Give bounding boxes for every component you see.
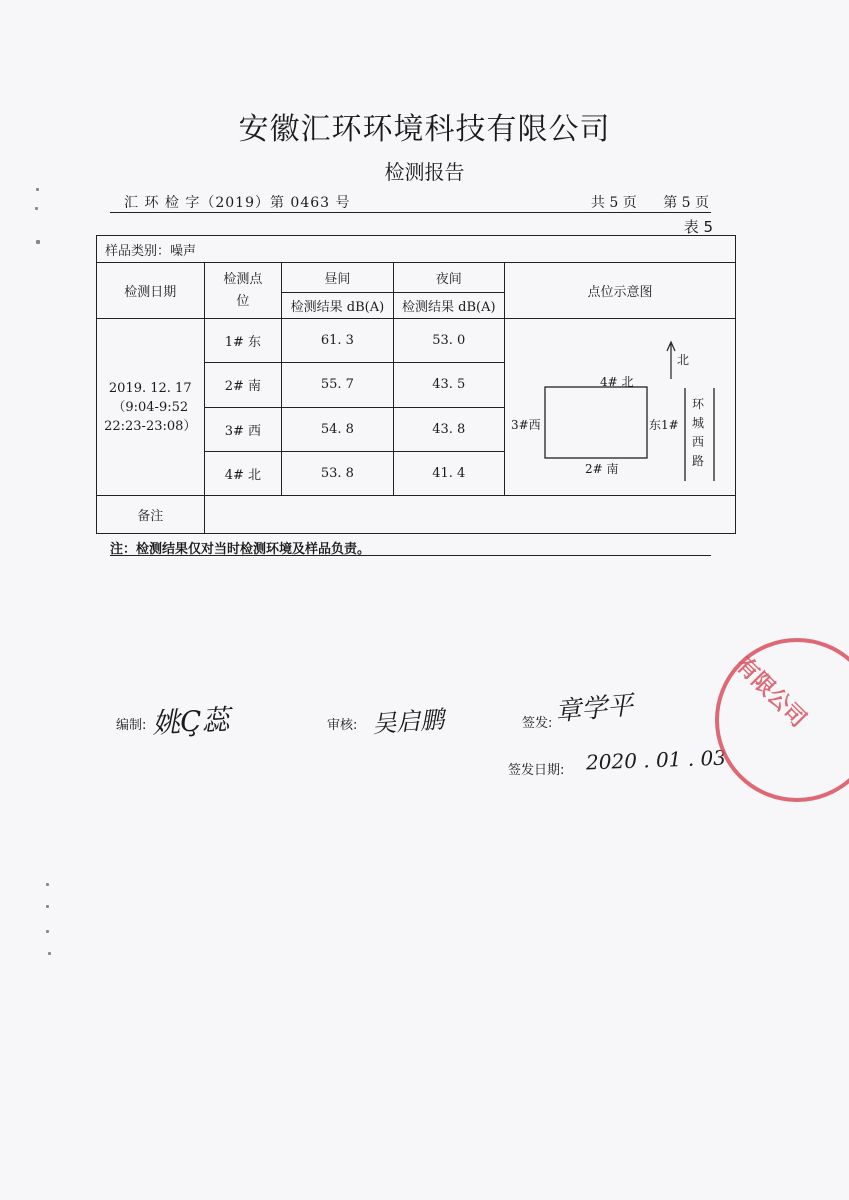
night-value: 43. 5 bbox=[393, 363, 504, 407]
night-time-range: 22:23-23:08） bbox=[104, 418, 197, 434]
company-name: 安徽汇环环境科技有限公司 bbox=[238, 112, 611, 147]
current-page: 第 5 页 bbox=[663, 195, 709, 211]
point-3-label: 3#西 bbox=[510, 418, 541, 432]
issued-by-signature: 章学平 bbox=[554, 690, 635, 728]
road-char: 环 bbox=[691, 397, 704, 411]
scan-artifact bbox=[46, 883, 49, 886]
footnote-text: 注：检测结果仅对当时检测环境及样品负责。 bbox=[110, 542, 371, 557]
reference-line bbox=[110, 190, 711, 213]
issue-date-label: 签发日期: bbox=[508, 763, 565, 778]
day-value: 61. 3 bbox=[282, 319, 393, 363]
point-cell: 3# 西 bbox=[204, 407, 282, 451]
date-value: 2019. 12. 17 bbox=[108, 380, 192, 396]
scan-artifact bbox=[46, 905, 49, 908]
header-point: 检测点位 bbox=[204, 263, 282, 319]
road-name bbox=[691, 395, 705, 471]
point-2-label: 2# 南 bbox=[584, 462, 619, 476]
road-char: 城 bbox=[691, 416, 704, 430]
scan-artifact bbox=[46, 930, 49, 933]
site-boundary bbox=[545, 387, 647, 458]
sample-category: 样品类别：噪声 bbox=[97, 236, 736, 263]
point-cell: 2# 南 bbox=[204, 363, 282, 407]
date-cell bbox=[97, 319, 205, 496]
day-value: 55. 7 bbox=[282, 363, 393, 407]
header-day-result: 检测结果 dB(A) bbox=[282, 293, 393, 319]
seal-icon bbox=[705, 628, 849, 803]
total-pages: 共 5 页 bbox=[590, 195, 637, 211]
night-value: 41. 4 bbox=[393, 451, 504, 495]
north-label: 北 bbox=[676, 353, 689, 367]
noise-results-table bbox=[96, 235, 736, 534]
issue-date-value: 2020 . 01 . 03 bbox=[585, 745, 727, 775]
day-time-range: （9:04-9:52 bbox=[112, 399, 189, 415]
compiled-by-signature: 姚Ҫ蕊 bbox=[151, 702, 231, 741]
point-1-label: 东1# bbox=[648, 418, 679, 432]
scan-artifact bbox=[36, 240, 40, 244]
night-value: 43. 8 bbox=[393, 407, 504, 451]
header-day: 昼间 bbox=[282, 263, 393, 293]
page-indicator bbox=[569, 192, 709, 212]
report-number: 汇 环 检 字（2019）第 0463 号 bbox=[124, 195, 351, 211]
scan-artifact bbox=[36, 188, 39, 191]
issued-by-label: 签发: bbox=[522, 716, 553, 731]
point-4-label: 4# 北 bbox=[599, 375, 634, 389]
point-cell: 1# 东 bbox=[204, 319, 282, 363]
road-char: 西 bbox=[691, 435, 704, 449]
svg-text:有限公司: 有限公司 bbox=[730, 652, 811, 733]
remarks-value bbox=[204, 496, 735, 534]
night-value: 53. 0 bbox=[393, 319, 504, 363]
reviewed-by-label: 审核: bbox=[327, 718, 358, 733]
remarks-label: 备注 bbox=[97, 496, 205, 534]
road-char: 路 bbox=[691, 454, 704, 468]
company-seal bbox=[705, 628, 849, 803]
scan-artifact bbox=[48, 952, 51, 955]
reviewed-by-signature: 吴启鹏 bbox=[371, 705, 446, 739]
document-title: 检测报告 bbox=[384, 160, 465, 184]
header-night: 夜间 bbox=[393, 263, 504, 293]
header-date: 检测日期 bbox=[97, 263, 205, 319]
header-night-result: 检测结果 dB(A) bbox=[393, 293, 504, 319]
table-number: 表 5 bbox=[683, 218, 713, 236]
day-value: 54. 8 bbox=[282, 407, 393, 451]
day-value: 53. 8 bbox=[282, 451, 393, 495]
header-diagram: 点位示意图 bbox=[504, 263, 735, 319]
point-diagram bbox=[504, 319, 735, 496]
point-cell: 4# 北 bbox=[204, 451, 282, 495]
scan-artifact bbox=[35, 207, 38, 210]
table-row bbox=[97, 319, 736, 363]
compiled-by-label: 编制: bbox=[116, 718, 147, 733]
footnote bbox=[110, 538, 711, 556]
